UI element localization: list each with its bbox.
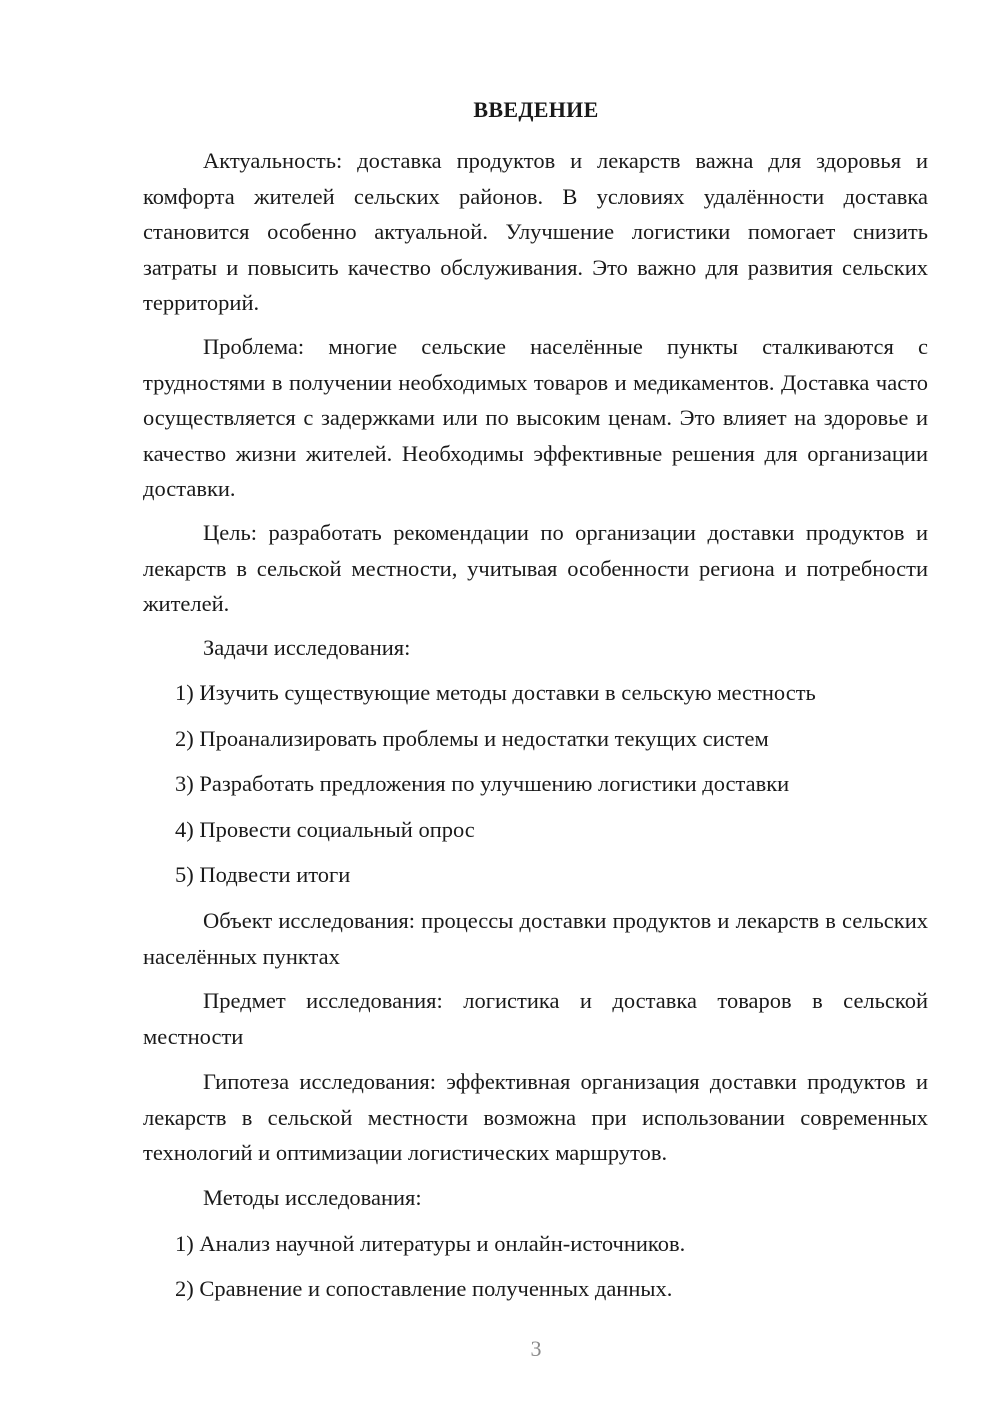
relevance-paragraph: Актуальность: доставка продуктов и лекарств важна для здоровья и комфорта жителей сельских районов. В условиях удалённости доставка становится особенно актуальной. Улучшение логистики помогает снизить затраты и повысить качество обслуживания. Это важно для развития сельских территорий. (143, 148, 928, 315)
object-block (143, 903, 928, 974)
hypothesis-paragraph: Гипотеза исследования: эффективная организация доставки продуктов и лекарств в сельской местности возможна при использовании современных технологий и оптимизации логистических маршрутов. (143, 1069, 928, 1165)
method-item: 2) Сравнение и сопоставление полученных данных. (175, 1276, 673, 1301)
problem-paragraph: Проблема: многие сельские населённые пункты сталкиваются с трудностями в получении необходимых товаров и медикаментов. Доставка часто осуществляется с задержками или по высоким ценам. Это влияет на здоровье и качество жизни жителей. Необходимы эффективные решения для организации доставки. (143, 334, 928, 501)
subject-paragraph: Предмет исследования: логистика и доставка товаров в сельской местности (143, 988, 928, 1049)
problem-block (143, 329, 928, 507)
method-item: 1) Анализ научной литературы и онлайн-источников. (175, 1231, 686, 1256)
object-paragraph: Объект исследования: процессы доставки продуктов и лекарств в сельских населённых пунктах (143, 908, 928, 969)
task-item: 1) Изучить существующие методы доставки в сельскую местность (175, 680, 816, 705)
methods-list (143, 1271, 928, 1307)
task-item: 5) Подвести итоги (175, 862, 351, 887)
methods-list (143, 1226, 928, 1262)
page-number: 3 (530, 1336, 542, 1361)
tasks-list (143, 675, 928, 711)
section-heading: ВВЕДЕНИЕ (473, 97, 599, 122)
tasks-list (143, 721, 928, 757)
goal-paragraph: Цель: разработать рекомендации по организации доставки продуктов и лекарств в сельской местности, учитывая особенности региона и потребности жителей. (143, 520, 928, 616)
tasks-label-block (143, 630, 928, 666)
tasks-list (143, 812, 928, 848)
methods-label: Методы исследования: (203, 1185, 422, 1210)
methods-label-block (143, 1180, 928, 1216)
relevance-block (143, 143, 928, 321)
task-item: 4) Провести социальный опрос (175, 817, 475, 842)
subject-block (143, 983, 928, 1054)
task-item: 3) Разработать предложения по улучшению логистики доставки (175, 771, 790, 796)
task-item: 2) Проанализировать проблемы и недостатки текущих систем (175, 726, 769, 751)
tasks-list (143, 857, 928, 893)
tasks-label: Задачи исследования: (203, 635, 411, 660)
hypothesis-block (143, 1064, 928, 1171)
tasks-list (143, 766, 928, 802)
goal-block (143, 515, 928, 622)
